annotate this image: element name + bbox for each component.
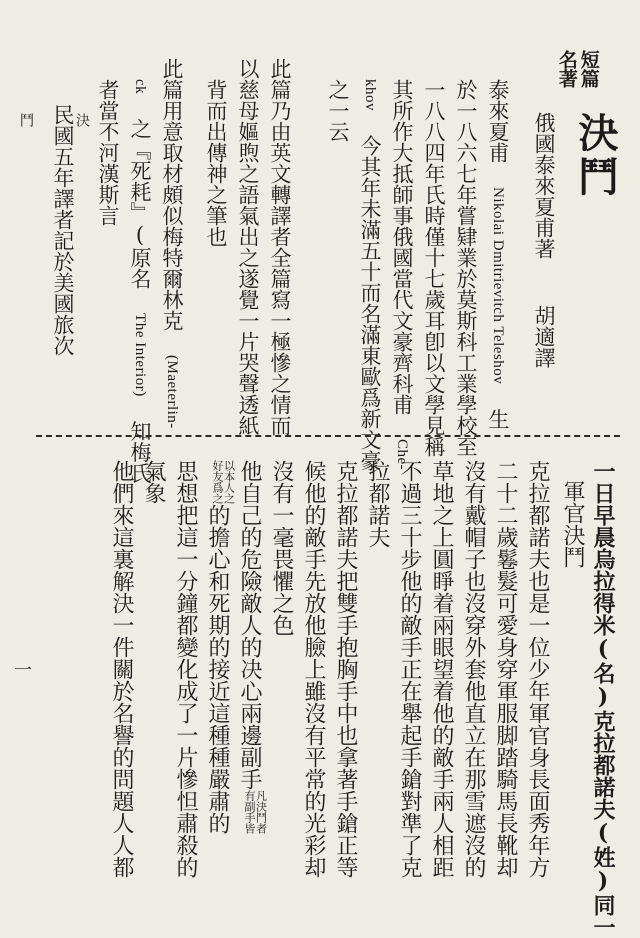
preface-col-7: 此篇乃由英文轉譯者全篇寫一極慘之情而	[268, 58, 292, 436]
preface-col-4: 其所作大抵師事俄國當代文豪齊科甫 Che-	[390, 79, 414, 471]
preface-col-11: ck 之『死耗』(原名 The Interior) 知梅氏	[128, 79, 152, 484]
preface-col-1: 泰來夏甫 Nikolai Dmitrievitch Teleshov 生	[486, 79, 510, 430]
story-col-2: 軍官決鬥	[560, 480, 585, 568]
story-col-8: 拉都諾夫	[365, 460, 390, 548]
story-col-16: 他們來這裏解決一件關於名譽的問題人人都	[109, 460, 134, 878]
running-head: 決 鬥	[18, 113, 90, 127]
story-col-15: 氣象	[141, 460, 166, 504]
story-col-6: 草地之上圓睜着兩眼望着他的敵手兩人相距	[429, 460, 454, 878]
preface-col-9: 背而出傳神之筆也	[204, 79, 228, 247]
byline-translator: 胡適譯	[532, 305, 556, 368]
section-divider	[36, 435, 620, 437]
preface-col-6: 之一云	[326, 79, 350, 142]
page-number: 一	[11, 660, 32, 678]
preface-col-2: 於一八六七年嘗肄業於莫斯科工業學校至	[454, 79, 478, 457]
story-col-4: 二十二歲鬈髮可愛身穿軍服脚踏騎馬長靴却	[493, 460, 518, 878]
story-col-14: 思想把這一分鐘都變化成了一片慘怛肅殺的	[173, 460, 198, 878]
preface-col-5: khov 今其年未滿五十而名滿東歐爲新文豪	[358, 79, 382, 471]
inline-note-b: 以本人之 好友爲之	[211, 460, 236, 504]
story-col-3: 克拉都諾夫也是一位少年軍官身長面秀年方	[525, 460, 550, 878]
inline-note-a: 凡決鬥者 有副手皆	[243, 790, 268, 834]
story-col-5: 沒有戴帽子也沒穿外套他直立在那雪遮沒的	[461, 460, 486, 878]
story-col-12: 他自己的危險敵人的决心兩邊副手凡決鬥者 有副手皆	[237, 460, 268, 834]
genre-label	[555, 50, 599, 88]
story-col-7: 不過三十步他的敵手正在舉起手鎗對準了克	[397, 460, 422, 878]
preface-col-8: 以慈母嫗煦之語氣出之遂覺一片哭聲透紙	[236, 58, 260, 436]
story-col-9: 克拉都諾夫把雙手抱胸手中也拿著手鎗正等	[333, 460, 358, 878]
preface-col-3: 一八八四年氏時僅十七歲耳卽以文學見稱	[422, 79, 446, 457]
preface-col-10: 此篇用意取材頗似梅特爾林克 (Maeterlin-	[160, 58, 184, 429]
byline-author: 俄國泰來夏甫著	[532, 112, 556, 259]
genre-line-2: 名著	[555, 50, 578, 88]
story-col-10: 候他的敵手先放他臉上雖沒有平常的光彩却	[301, 460, 326, 878]
genre-line-1: 短篇	[577, 50, 600, 88]
preface-col-13: 民國五年譯者記於美國旅次	[51, 104, 75, 356]
preface-col-12: 者當不河漢斯言	[96, 79, 120, 226]
story-col-1: 一日早晨烏拉得米(名)克拉都諾夫(姓)同一	[590, 460, 616, 938]
story-col-13: 以本人之 好友爲之的擔心和死期的接近這種種嚴肅的	[205, 460, 236, 834]
story-col-11: 沒有一毫畏懼之色	[269, 460, 294, 636]
story-title: 決鬥	[572, 112, 619, 200]
